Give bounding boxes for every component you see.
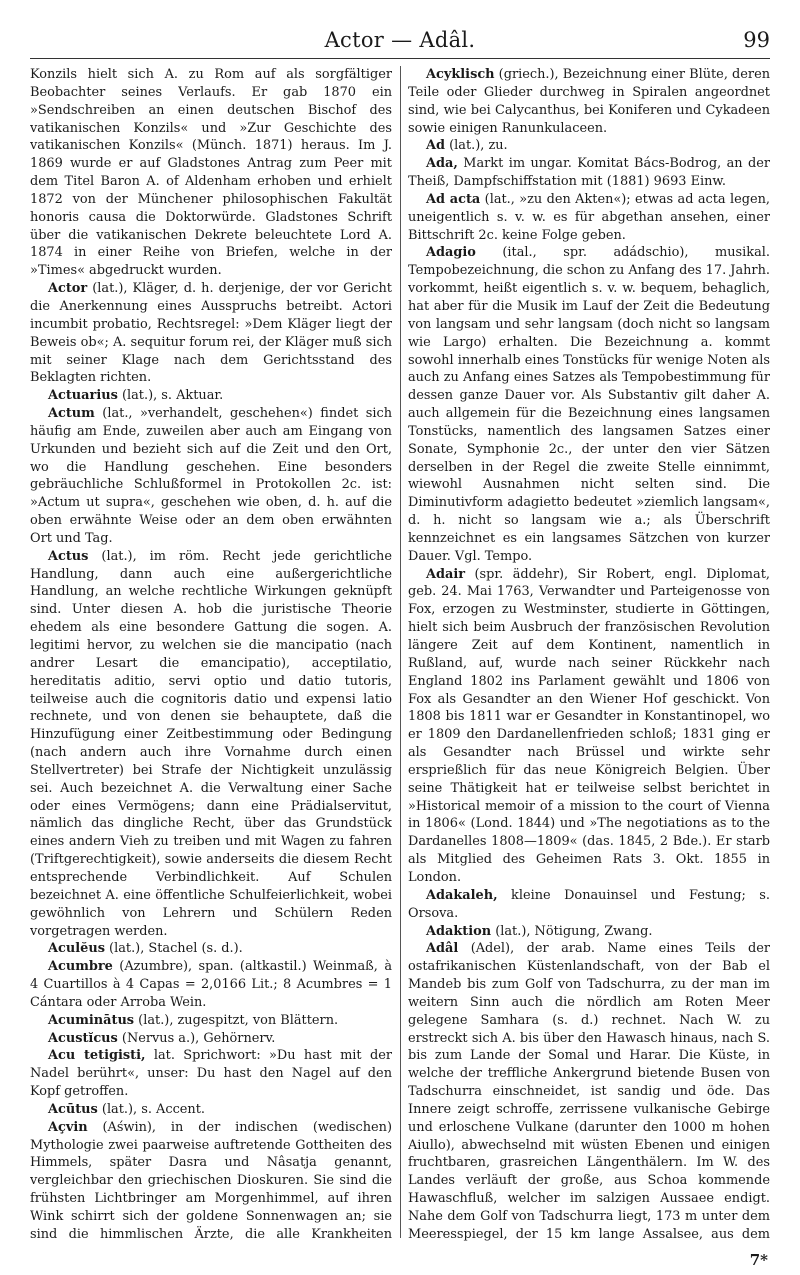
entry-text: (spr. äddehr), Sir Robert, engl. Diplomat, geb. 24. Mai 1763, Verwandter und Parteigenosse von Fox, erzogen zu Westminster, studierte in Göttingen, hielt sich beim Ausbruch der französischen Revolution längere Zeit auf dem Kontinent, namentlich in Rußland, auf, wurde nach seiner Rückkehr nach England 1802 ins Parlament gewählt und 1806 von Fox als Gesandter an den Wiener Hof geschickt. Von 1808 bis 1811 war er Gesandter in Konstantinopel, wo er 1809 den Dardanellenfrieden schloß; 1831 ging er als Gesandter nach Brüssel und wirkte sehr ersprießlich für das neue Königreich Belgien. Über seine Thätigkeit hat er teilweise selbst berichtet in »Historical memoir of a mission to the court of Vienna in 1806« (Lond. 1844) und »The negotiations as to the Dardanelles 1808—1809« (das. 1845, 2 Bde.). Er starb als Mitglied des Geheimen Rats 3. Okt. 1855 in London. (408, 566, 770, 885)
dictionary-entry (30, 1012, 392, 1030)
entry-text: (Azumbre), span. (altkastil.) Weinmaß, à 4 Cuartillos à 4 Capas = 2,0166 Lit.; 8 Acumbres = 1 Cántara oder Arroba Wein. (30, 959, 392, 1010)
entry-headword: Acu tetigisti, (48, 1048, 146, 1064)
dictionary-entry (30, 280, 392, 387)
entry-headword: Acyklisch (426, 67, 495, 82)
dictionary-entry (30, 1119, 392, 1246)
dictionary-entry (30, 1030, 392, 1048)
entry-text: (lat.), im röm. Recht jede gerichtliche Handlung, dann auch eine außergerichtliche Handlung, an welche rechtliche Wirkungen geknüpft sind. Unter diesen A. hob die juristische Theorie ehedem als eine besondere Gattung die sogen. A. legitimi hervor, zu welchen sie die mancipatio (nach andrer Lesart die emancipatio), acceptilatio, hereditatis aditio, servi optio und datio tutoris, teilweise auch die cognitoris datio und expensi latio rechnete, und von denen sie behauptete, daß die Hinzufügung einer Zeitbestimmung oder Bedingung (nach andern auch ihre Vornahme durch einen Stellvertreter) bei Strafe der Nichtigkeit unzulässig sei. Auch bezeichnet A. die Verwaltung einer Sache oder eines Vermögens; dann eine Prädialservitut, nämlich das dingliche Recht, über das Grundstück eines andern Vieh zu treiben und mit Wagen zu fahren (Triftgerechtigkeit), sowie anderseits die diesem Recht entsprechende Verbindlichkeit. Auf Schulen bezeichnet A. eine öffentliche Schulfeierlichkeit, wobei gewöhnlich von Lehrern und Schülern Reden vorgetragen werden. (30, 548, 392, 939)
entry-text: (Nervus a.), Gehörnerv. (117, 1030, 276, 1046)
dictionary-entry (408, 66, 770, 137)
entry-headword: Acuminātus (48, 1012, 135, 1028)
entry-headword: Adagio (426, 245, 476, 261)
dictionary-entry (30, 66, 392, 280)
entry-headword: Actus (48, 548, 89, 564)
entry-text: Markt im ungar. Komitat Bács-Bodrog, an der Theiß, Dampfschiffstation mit (1881) 9693 Einw. (408, 156, 770, 190)
signature-mark: 7* (749, 1251, 768, 1269)
dictionary-entry (408, 566, 770, 887)
dictionary-entry (408, 940, 770, 1246)
dictionary-entry (408, 137, 770, 155)
entry-headword: Actor (48, 281, 88, 297)
entry-text: (lat.), s. Accent. (97, 1101, 206, 1117)
dictionary-entry (30, 1047, 392, 1101)
entry-text: (griech.), Bezeichnung einer Blüte, deren Teile oder Glieder durchweg in Spiralen angeordnet sind, wie bei Calycanthus, bei Koniferen und Cykadeen sowie einigen Ranunkulaceen. (408, 67, 770, 136)
column-divider (400, 66, 401, 1238)
dictionary-entry (30, 387, 392, 405)
entry-text: (Aświn), in der indischen (wedischen) Mythologie zwei paarweise auftretende Gottheiten des Himmels, später Dasra und Nâsatja genannt, vergleichbar den griechischen Dioskuren. Sie sind die frühsten Lichtbringer am Morgenhimmel, auf ihren Wink schirrt sich der goldene Sonnenwagen an; sie sind die himmlischen Ärzte, die alle Krankheiten (30, 1119, 392, 1242)
entry-text: Konzils hielt sich A. zu Rom auf als sorgfältiger Beobachter seines Verlaufs. Er gab 1870 ein »Sendschreiben an einen deutschen Bischof des vatikanischen Konzils« und »Zur Geschichte des vatikanischen Konzils« (Münch. 1871) heraus. Im J. 1869 wurde er auf Gladstones Antrag zum Peer mit dem Titel Baron A. of Aldenham erhoben und erhielt 1872 von der Münchener philosophischen Fakultät honoris causa die Doktorwürde. Gladstones Schrift über die vatikanischen Dekrete beleuchtete Lord A. 1874 in einer Reihe von Briefen, welche in der »Times« abgedruckt wurden. (30, 67, 392, 279)
dictionary-entry (408, 923, 770, 941)
dictionary-entry (408, 155, 770, 191)
entry-headword: Ad acta (426, 191, 481, 207)
entry-text: kleine Donauinsel und Festung; s. Orsova. (408, 887, 770, 921)
entry-headword: Ada, (426, 156, 458, 172)
entry-headword: Actum (48, 406, 95, 422)
entry-text: (lat., »verhandelt, geschehen«) findet sich häufig am Ende, zuweilen aber auch am Eingang von Urkunden und bezieht sich auf die Zeit und den Ort, wo die Handlung geschehen. Eine besonders gebräuchliche Schlußformel in Protokollen 2c. ist: »Actum ut supra«, geschehen wie oben, d. h. auf die oben erwähnte Weise oder an dem oben erwähnten Ort und Tag. (30, 406, 392, 546)
left-column (30, 66, 392, 1246)
entry-text: (lat.), zu. (445, 138, 508, 154)
entry-headword: Acumbre (48, 959, 113, 975)
right-column (408, 66, 770, 1246)
running-head: Actor — Adâl. (324, 28, 476, 52)
entry-headword: Adakaleh, (426, 887, 498, 903)
dictionary-entry (408, 244, 770, 565)
entry-headword: Acūtus (48, 1101, 98, 1117)
entry-text: (lat.), zugespitzt, von Blättern. (134, 1012, 339, 1028)
dictionary-entry (30, 940, 392, 958)
entry-text: (lat., »zu den Akten«); etwas ad acta legen, uneigentlich s. v. w. es für abgethan ansehen, einer Bittschrift 2c. keine Folge geben. (408, 191, 770, 243)
entry-headword: Acustĭcus (48, 1030, 118, 1046)
entry-text: lat. Sprichwort: »Du hast mit der Nadel berührt«, unser: Du hast den Nagel auf den Kopf getroffen. (30, 1048, 392, 1100)
entry-headword: Adair (426, 566, 466, 582)
dictionary-entry (30, 405, 392, 548)
page-number: 99 (743, 28, 770, 52)
entry-headword: Actuarius (48, 388, 118, 404)
entry-headword: Adaktion (426, 923, 492, 939)
page-header (30, 26, 770, 59)
entry-headword: Adâl (426, 941, 459, 957)
entry-text: (ital., spr. adádschio), musikal. Tempobezeichnung, die schon zu Anfang des 17. Jahrh. vorkommt, heißt eigentlich s. v. w. bequem, behaglich, hat aber für die Musik im Lauf der Zeit die Bedeutung von langsam und sehr langsam (doch nicht so langsam wie Largo) erhalten. Die Bezeichnung a. kommt sowohl innerhalb eines Tonstücks für wenige Noten als auch zu Anfang eines Satzes als Tempobestimmung für dessen ganze Dauer vor. Als Substantiv gilt daher A. auch allgemein für die Bezeichnung eines langsamen Tonstücks, namentlich des langsamen Satzes einer Sonate, Symphonie 2c., der unter den vier Sätzen derselben in der Regel die zweite Stelle einnimmt, wiewohl Ausnahmen nicht selten sind. Die Diminutivform adagietto bedeutet »ziemlich langsam«, d. h. nicht so langsam wie a.; als Überschrift kennzeichnet es ein langsames Sätzchen von kurzer Dauer. Vgl. Tempo. (408, 245, 770, 564)
dictionary-entry (408, 191, 770, 245)
dictionary-entry (30, 548, 392, 941)
entry-headword: Açvin (48, 1119, 88, 1135)
entry-text: (lat.), Kläger, d. h. derjenige, der vor Gericht die Anerkennung eines Ausspruchs betreibt. Actori incumbit probatio, Rechtsregel: »Dem Kläger liegt der Beweis ob«; A. sequitur forum rei, der Kläger muß sich mit seiner Klage nach dem Gerichtsstand des Beklagten richten. (30, 281, 392, 386)
entry-text: (lat.), Stachel (s. d.). (104, 941, 243, 957)
dictionary-entry (30, 958, 392, 1012)
entry-text: (lat.), s. Aktuar. (117, 388, 224, 404)
dictionary-entry (30, 1101, 392, 1119)
dictionary-entry (408, 887, 770, 923)
entry-headword: Ad (426, 138, 446, 154)
entry-text: (Adel), der arab. Name eines Teils der ostafrikanischen Küstenlandschaft, von der Bab el Mandeb bis zum Golf von Tadschurra, zu der man im weitern Sinn auch die nördlich am Roten Meer gelegene Samhara (s. d.) rechnet. Nach W. zu erstreckt sich A. bis über den Hawasch hinaus, nach S. bis zum Lande der Somal und Harar. Die Küste, in welche der treffliche Ankergrund bietende Busen von Tadschurra einschneidet, ist sandig und öde. Das Innere zeigt schroffe, zerrissene vulkanische Gebirge und erloschene Vulkane (darunter den 1000 m hohen Aiullo), abwechselnd mit wüsten Ebenen und einigen fruchtbaren, grasreichen Längenthälern. Im W. des Landes verläuft der große, aus Schoa kommende Hawaschfluß, welcher im salzigen Aussaee endigt. Nahe dem Golf von Tadschurra liegt, 173 m unter dem Meeresspiegel, der 15 km lange Assalsee, aus dem (408, 941, 770, 1242)
entry-text: (lat.), Nötigung, Zwang. (491, 923, 653, 939)
entry-headword: Aculĕus (48, 941, 105, 957)
